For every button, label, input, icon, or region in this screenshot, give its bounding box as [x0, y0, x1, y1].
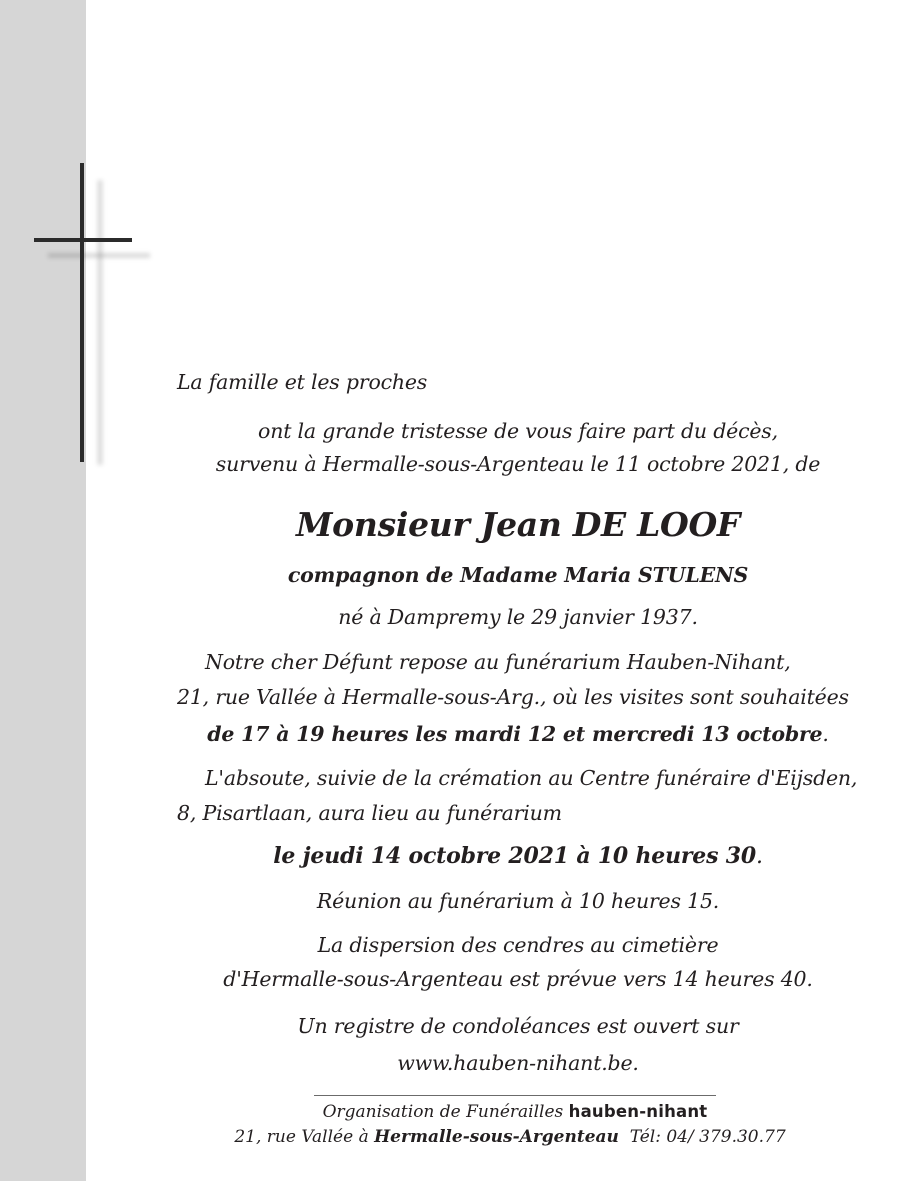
footer-phone: Tél: 04/ 379.30.77 — [618, 1127, 786, 1147]
cross-icon — [30, 160, 160, 470]
dispersion-line-1: La dispersion des cendres au cimetière — [317, 933, 719, 957]
footer-address-city: Hermalle-sous-Argenteau — [374, 1127, 619, 1147]
footer-address — [160, 1126, 860, 1148]
dispersion-line-2: d'Hermalle-sous-Argenteau est prévue vers 14 heures 40. — [223, 967, 813, 991]
visitation-hours — [168, 721, 868, 747]
visitation-hours-suffix: . — [822, 722, 829, 746]
intro-text: La famille et les proches — [177, 370, 428, 394]
footer-divider — [314, 1095, 716, 1096]
visitation-hours-bold: de 17 à 19 heures les mardi 12 et mercredi 13 octobre — [207, 722, 823, 746]
footer-org-label: Organisation de Funérailles — [322, 1102, 569, 1122]
ceremony-date-suffix: . — [755, 844, 763, 869]
announce-line-2: survenu à Hermalle-sous-Argenteau le 11 octobre 2021, de — [215, 452, 821, 476]
ceremony-line-1: L'absoute, suivie de la crémation au Centre funéraire d'Eijsden, — [205, 766, 858, 790]
footer-organisation — [165, 1101, 865, 1123]
visitation-line-1: Notre cher Défunt repose au funérarium Hauben-Nihant, — [205, 650, 791, 674]
meeting-text: Réunion au funérarium à 10 heures 15. — [316, 889, 720, 913]
relation-text: compagnon de Madame Maria STULENS — [287, 563, 749, 587]
registry-line-1: Un registre de condoléances est ouvert sur — [297, 1014, 739, 1038]
brand-logo: hauben-nihant — [568, 1102, 708, 1121]
birth-text: né à Dampremy le 29 janvier 1937. — [338, 605, 698, 629]
deceased-name: Monsieur Jean DE LOOF — [295, 505, 741, 544]
ceremony-line-2: 8, Pisartlaan, aura lieu au funérarium — [177, 801, 562, 825]
registry-url: www.hauben-nihant.be. — [397, 1051, 639, 1075]
visitation-line-2: 21, rue Vallée à Hermalle-sous-Arg., où les visites sont souhaitées — [177, 685, 849, 709]
announce-line-1: ont la grande tristesse de vous faire part du décès, — [258, 419, 778, 443]
footer-address-prefix: 21, rue Vallée à — [234, 1127, 375, 1147]
ceremony-date — [168, 843, 868, 870]
ceremony-date-bold: le jeudi 14 octobre 2021 à 10 heures 30 — [273, 843, 756, 869]
